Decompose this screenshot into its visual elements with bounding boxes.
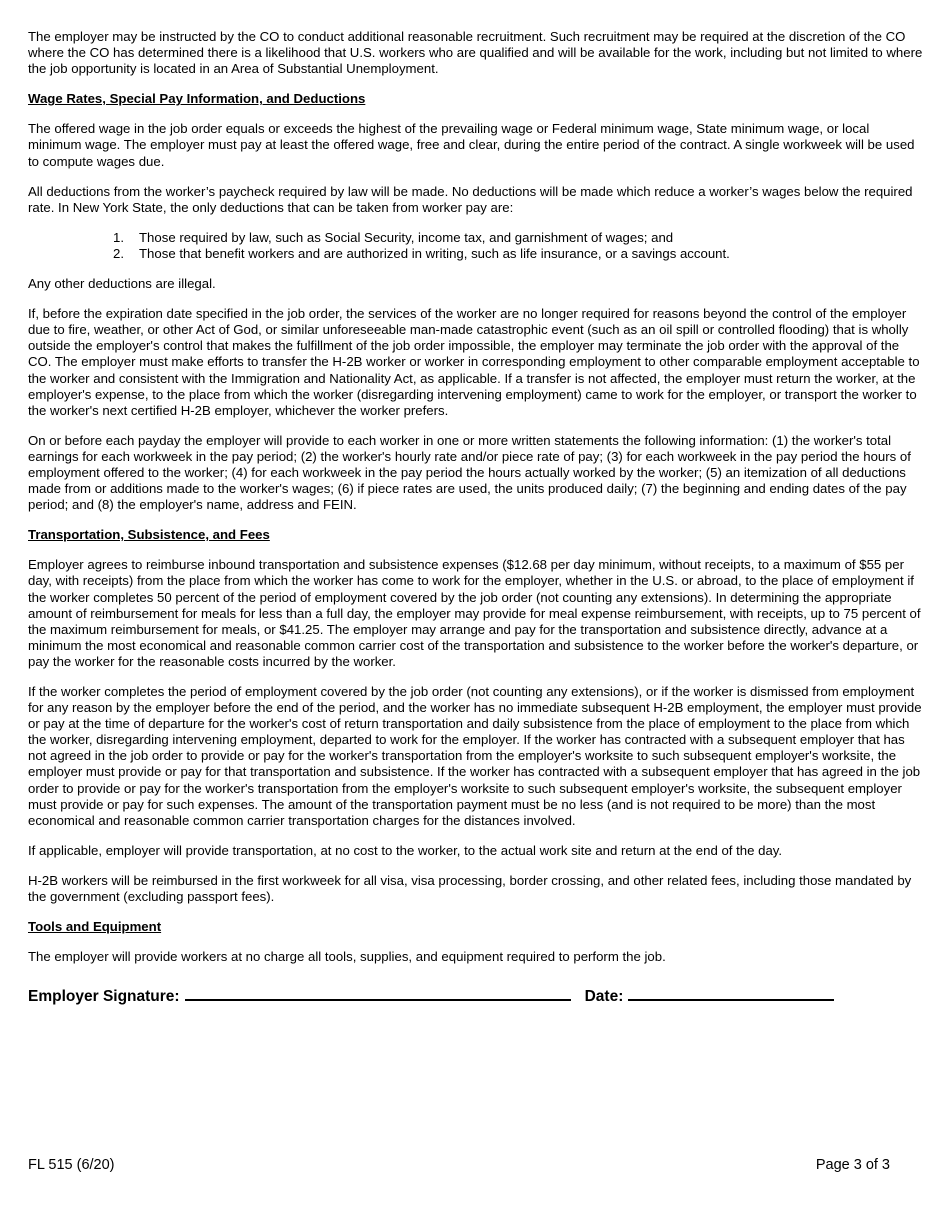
inbound-transport-paragraph: Employer agrees to reimburse inbound transportation and subsistence expenses ($12.68 per day minimum, without receipts, to a maximum of $55 per day, with receipts) from the place from which the worker has come to work for the employer, whether in the U.S. or abroad, to the place of employment if the worker completes 50 percent of the period of employment covered by the job order (not counting any extensions). In determining the appropriate amount of reimbursement for meals for less than a full day, the employer may provide for meal expense reimbursement, with receipts, up to 75 percent of the maximum reimbursement for meals, or $41.25. The employer may arrange and pay for the transportation and subsistence directly, advance at a minimum the most economical and reasonable common carrier cost of the transportation and subsistence to the worker before the worker's departure, or pay the worker for the reasonable costs incurred by the worker. [28, 557, 921, 669]
visa-fees-paragraph: H-2B workers will be reimbursed in the first workweek for all visa, visa processing, border crossing, and other related fees, including those mandated by the government (excluding passport fees). [28, 872, 912, 905]
list-item [28, 246, 923, 262]
list-item-text: Those required by law, such as Social Security, income tax, and garnishment of wages; and [139, 229, 674, 245]
date-label: Date: [584, 988, 624, 1006]
wages-heading: Wage Rates, Special Pay Information, and Deductions [28, 91, 366, 107]
page-number: Page 3 of 3 [815, 1157, 890, 1173]
list-item-text: Those that benefit workers and are authorized in writing, such as life insurance, or a savings account. [139, 245, 730, 261]
list-item-number: 2. [113, 245, 124, 261]
return-transport-paragraph: If the worker completes the period of employment covered by the job order (not counting any extensions), or if the worker is dismissed from employment for any reason by the employer before the end of the period, and the worker has no immediate subsequent H-2B employment, the employer must provide or pay at the time of departure for the worker's cost of return transportation and daily subsistence from the place of employment to the place from which the worker, disregarding intervening employment, departed to work for the employer. If the worker has contracted with a subsequent employer that has not agreed in the job order to provide or pay for the worker's transportation from the employer's worksite to such subsequent employer's worksite, the employer must provide or pay for that transportation and subsistence. If the worker has contracted with a subsequent employer that has agreed in the job order to provide or pay for the worker's transportation from the employer's worksite to such subsequent employer's worksite, the subsequent employer must provide or pay for such expenses. The amount of the transportation payment must be no less (and is not required to be more) than the most economical and reasonable common carrier transportation charges for the distances involved. [28, 684, 922, 828]
signature-row [28, 985, 923, 1006]
daily-transport-paragraph: If applicable, employer will provide transportation, at no cost to the worker, to the actual work site and return at the end of the day. [28, 842, 783, 858]
list-item-number: 1. [113, 229, 124, 245]
form-id: FL 515 (6/20) [28, 1157, 115, 1173]
payday-statement-paragraph: On or before each payday the employer will provide to each worker in one or more written statements the following information: (1) the worker's total earnings for each workweek in the pay period; (2) the worker's hourly rate and/or piece rate of pay; (3) for each workweek in the pay period the hours of employment offered to the worker; (4) for each workweek in the pay period the hours actually worked by the worker; (5) an itemization of all deductions made from or additions made to the worker's wages; (6) if piece rates are used, the units produced daily; (7) the beginning and ending dates of the pay period; and (8) the employer's name, address and FEIN. [28, 432, 911, 513]
recruitment-paragraph: The employer may be instructed by the CO to conduct additional reasonable recruitment. Such recruitment may be required at the discretion of the CO where the CO has determined there is a likelihood that U.S. workers who are qualified and will be available for the work, including but not limited to where the job opportunity is located in an Area of Substantial Unemployment. [28, 29, 923, 77]
offered-wage-paragraph: The offered wage in the job order equals or exceeds the highest of the prevailing wage or Federal minimum wage, State minimum wage, or local minimum wage. The employer must pay at least the offered wage, free and clear, during the entire period of the contract. A single workweek will be used to compute wages due. [28, 121, 915, 169]
employer-signature-label: Employer Signature: [28, 988, 180, 1006]
tools-paragraph: The employer will provide workers at no charge all tools, supplies, and equipment required to perform the job. [28, 949, 666, 965]
document-body [28, 29, 923, 1006]
deductions-list [28, 230, 923, 262]
other-deductions-paragraph: Any other deductions are illegal. [28, 276, 216, 292]
list-item [28, 230, 923, 246]
date-line[interactable] [628, 985, 834, 1001]
employer-signature-line[interactable] [185, 985, 571, 1001]
deductions-intro-paragraph: All deductions from the worker’s paycheck required by law will be made. No deductions will be made which reduce a worker’s wages below the required rate. In New York State, the only deductions that can be taken from worker pay are: [28, 183, 913, 215]
tools-heading: Tools and Equipment [28, 919, 162, 935]
termination-paragraph: If, before the expiration date specified in the job order, the services of the worker are no longer required for reasons beyond the control of the employer due to fire, weather, or other Act of God, or similar unforeseeable man-made catastrophic event (such as an oil spill or controlled flooding) that is wholly outside the employer's control that makes the fulfillment of the job order impossible, the employer may terminate the job order with the approval of the CO. The employer must make efforts to transfer the H-2B worker or worker in corresponding employment to other comparable employment acceptable to the worker and consistent with the Immigration and Nationality Act, as applicable. If a transfer is not affected, the employer must return the worker, at the employer's expense, to the place from which the worker (disregarding intervening employment) came to work for the employer, or transport the worker to the worker's next certified H-2B employer, whichever the worker prefers. [28, 306, 920, 418]
transportation-heading: Transportation, Subsistence, and Fees [28, 527, 270, 543]
